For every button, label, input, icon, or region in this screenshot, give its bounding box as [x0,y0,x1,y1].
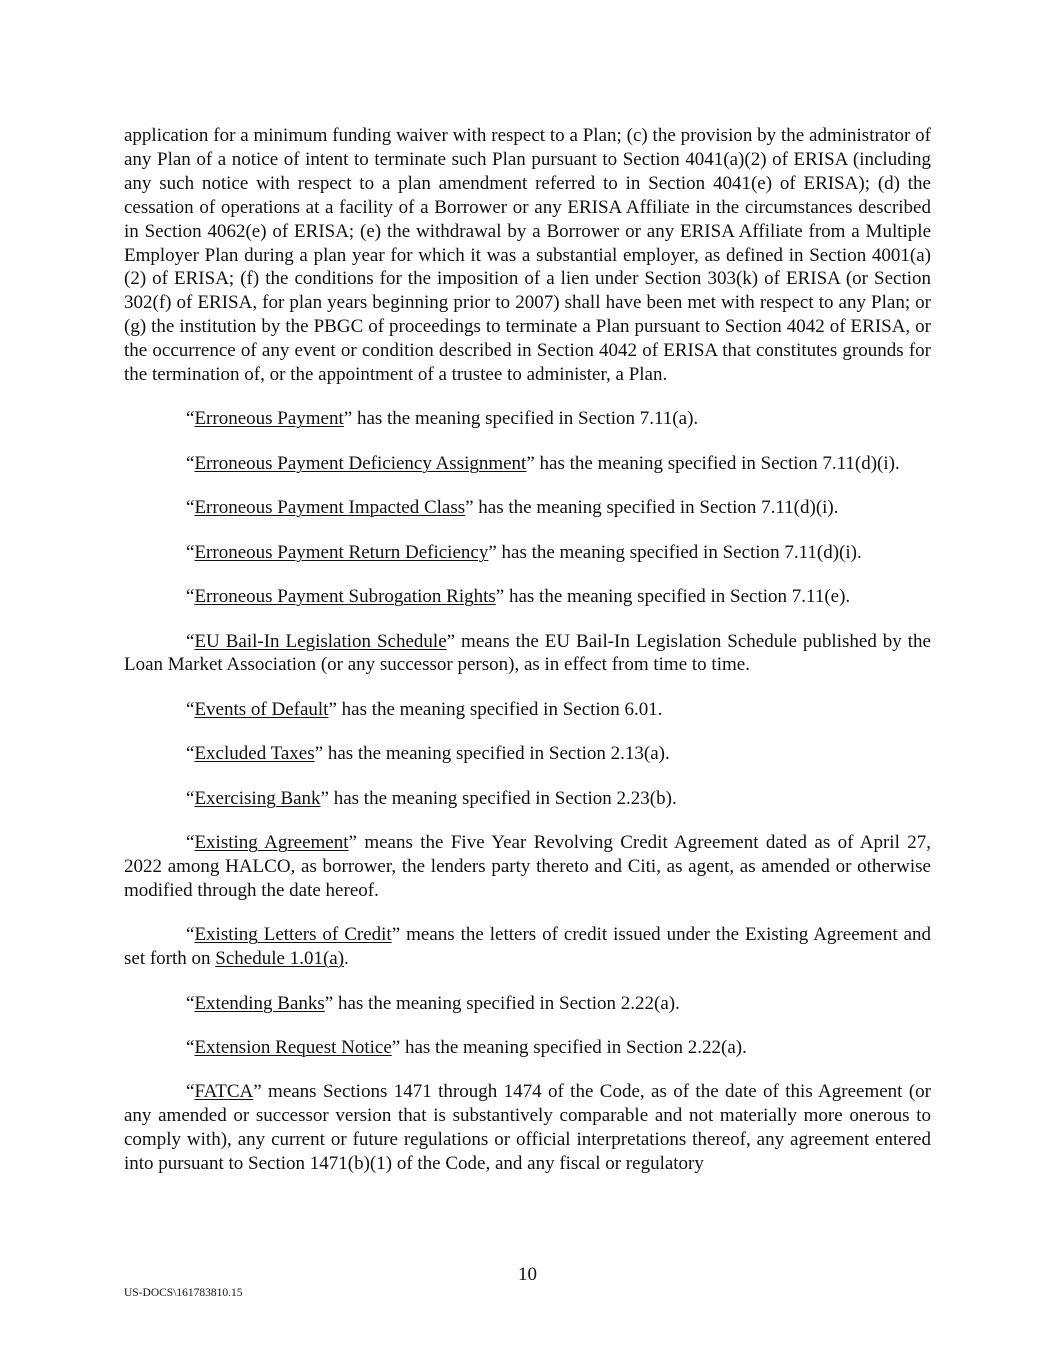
defined-term: Erroneous Payment Deficiency Assignment [194,452,527,474]
document-id: US-DOCS\161783810.15 [124,1287,243,1299]
paragraph-text: “ [186,452,195,474]
paragraph-text: “ [186,1081,195,1103]
paragraph-text: “ [186,541,195,563]
document-body [124,124,931,1197]
defined-term: Exercising Bank [194,787,321,809]
defined-term: Extending Banks [194,992,325,1014]
definition-paragraph [124,1036,931,1060]
defined-term: EU Bail-In Legislation Schedule [194,630,447,652]
paragraph-text: “ [186,743,195,765]
defined-term: Schedule 1.01(a) [215,948,345,970]
paragraph-text: “ [186,787,195,809]
defined-term: FATCA [194,1081,254,1103]
paragraph-text: “ [186,630,195,652]
paragraph-text: “ [186,497,195,519]
page-number: 10 [518,1264,537,1285]
paragraph-text: ” has the meaning specified in Section 6.01. [328,698,663,720]
defined-term: Erroneous Payment Subrogation Rights [194,586,496,608]
definition-paragraph [124,630,931,678]
paragraph-text: “ [186,832,195,854]
paragraph-text: ” has the meaning specified in Section 2.22(a). [324,992,680,1014]
paragraph-text: ” has the meaning specified in Section 2.22(a). [391,1036,747,1058]
definition-paragraph [124,992,931,1016]
paragraph-text: ” means the letters of credit issued under the Existing Agreement and set forth on [124,924,932,970]
paragraph-text: ” has the meaning specified in Section 7.11(e). [495,586,851,608]
paragraph-text: “ [186,924,195,946]
definition-paragraph [124,698,931,722]
definition-paragraph [124,452,931,476]
defined-term: Events of Default [194,698,329,720]
definition-paragraph [124,585,931,609]
paragraph-text: ” has the meaning specified in Section 7.11(d)(i). [465,497,839,519]
paragraph-text: “ [186,698,195,720]
paragraph-text: ” has the meaning specified in Section 2.13(a). [314,743,670,765]
definition-paragraph [124,742,931,766]
paragraph-text: ” means the Five Year Revolving Credit Agreement dated as of April 27, 2022 among HALCO, as borrower, the lenders party thereto and Citi, as agent, as amended or otherwise modified through the date hereof. [124,832,931,901]
paragraph-text: “ [186,992,195,1014]
paragraph-text: “ [186,586,195,608]
paragraph-text: application for a minimum funding waiver with respect to a Plan; (c) the provision by the administrator of any Plan of a notice of intent to terminate such Plan pursuant to Section 4041(a)(2) of ERISA (including any such notice with respect to a plan amendment referred to in Section 4041(e) of ERISA); (d) the cessation of operations at a facility of a Borrower or any ERISA Affiliate in the circumstances described in Section 4062(e) of ERISA; (e) the withdrawal by a Borrower or any ERISA Affiliate from a Multiple Employer Plan during a plan year for which it was a substantial employer, as defined in Section 4001(a)(2) of ERISA; (f) the conditions for the imposition of a lien under Section 303(k) of ERISA (or Section 302(f) of ERISA, for plan years beginning prior to 2007) shall have been met with respect to any Plan; or (g) the institution by the PBGC of proceedings to terminate a Plan pursuant to Section 4042 of ERISA, or the occurrence of any event or condition described in Section 4042 of ERISA that constitutes grounds for the termination of, or the appointment of a trustee to administer, a Plan. [124,125,931,386]
paragraph-text: ” has the meaning specified in Section 7.11(a). [343,408,699,430]
defined-term: Erroneous Payment [194,408,344,430]
definition-paragraph [124,407,931,431]
defined-term: Extension Request Notice [194,1036,392,1058]
definition-paragraph [124,787,931,811]
definition-paragraph [124,541,931,565]
defined-term: Existing Letters of Credit [194,924,392,946]
defined-term: Excluded Taxes [194,743,315,765]
definition-paragraph [124,496,931,520]
paragraph-text: ” means the EU Bail-In Legislation Schedule published by the Loan Market Association (or any successor person), as in effect from time to time. [124,630,931,676]
paragraph [124,124,931,387]
defined-term: Erroneous Payment Return Deficiency [194,541,489,563]
paragraph-text: . [344,948,349,970]
definition-paragraph [124,1080,931,1176]
paragraph-text: ” means Sections 1471 through 1474 of the Code, as of the date of this Agreement (or any amended or successor version that is substantively comparable and not materially more onerous to comply with), any current or future regulations or official interpretations thereof, any agreement entered into pursuant to Section 1471(b)(1) of the Code, and any fiscal or regulatory [124,1081,931,1175]
definition-paragraph [124,831,931,903]
paragraph-text: ” has the meaning specified in Section 7.11(d)(i). [526,452,900,474]
defined-term: Existing Agreement [194,832,349,854]
definition-paragraph [124,923,931,971]
paragraph-text: “ [186,1036,195,1058]
paragraph-text: ” has the meaning specified in Section 2.23(b). [320,787,677,809]
paragraph-text: “ [186,408,195,430]
defined-term: Erroneous Payment Impacted Class [194,497,466,519]
paragraph-text: ” has the meaning specified in Section 7.11(d)(i). [488,541,862,563]
